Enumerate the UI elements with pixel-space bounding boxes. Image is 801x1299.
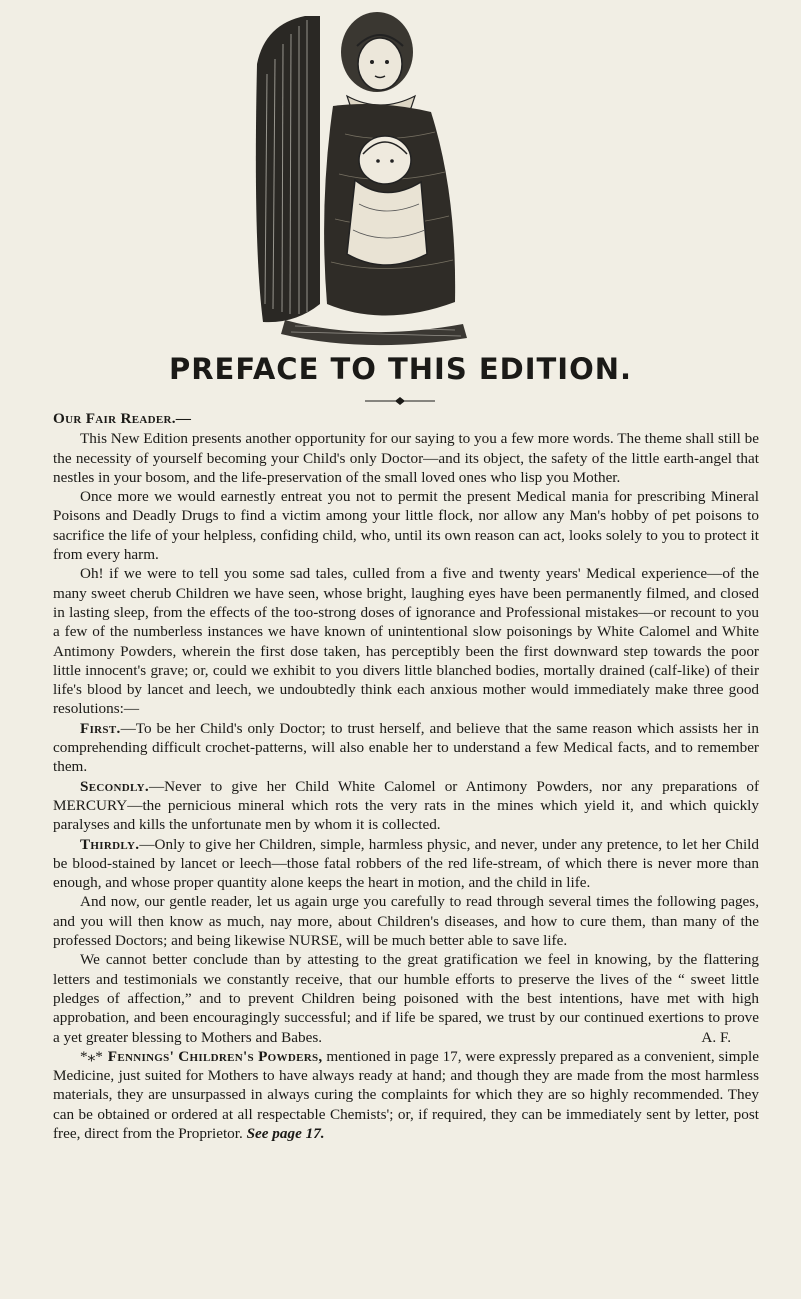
- footnote: [53, 1047, 759, 1143]
- footnote-text: mentioned in page 17, were expressly prepared as a convenient, simple Medicine, just suited for Mothers to have always ready at hand; and though they are made from the most harmless materials, they are unsurpassed in always curing the complaints for which they are so highly recommended. They can be obtained or ordered at all respectable Chemists'; or, if required, they can be immediately sent by letter, post free, direct from the Proprietor.: [53, 1047, 759, 1142]
- page-title: PREFACE TO THIS EDITION.: [168, 352, 633, 386]
- paragraph: Once more we would earnestly entreat you not to permit the present Medical mania for prescribing Mineral Poisons and Deadly Drugs to find a victim among your little flock, nor allow any Man's hobby of pet poisons to sacrifice the life of your helpless, confiding child, who, until its own reason can act, looks solely to you to protect it from every harm.: [53, 488, 759, 564]
- mother-and-child-engraving: [235, 4, 485, 356]
- resolution-text: —To be her Child's only Doctor; to trust herself, and believe that the same reason which assists her in comprehending difficult crochet-patterns, will also enable her to understand a few Medical facts, and to remember them.: [53, 719, 759, 776]
- divider-ornament: [365, 397, 435, 405]
- resolution-label: First.: [80, 719, 121, 737]
- resolution-label: Secondly.: [80, 777, 149, 795]
- preface-body: [53, 409, 759, 1143]
- signature: A. F.: [701, 1028, 731, 1046]
- resolution-text: —Only to give her Children, simple, harmless physic, and never, under any pretence, to let her Child be blood-stained by lancet or leech—those fatal robbers of the red life-stream, of which there is never more than enough, and whose proper quantity alone keeps the heart in motion, and the child in life.: [53, 835, 759, 892]
- resolution-text: —Never to give her Child White Calomel or Antimony Powders, nor any preparations of MERCURY—the pernicious mineral which rots the very rats in the mines which yield it, and which quickly paralyses and kills the unfortunate men by whom it is collected.: [53, 777, 759, 834]
- paragraph-with-signature: [53, 950, 759, 1046]
- resolution-third: [53, 835, 759, 893]
- paragraph: This New Edition presents another opportunity for our saying to you a few more words. The theme shall still be the necessity of yourself becoming your Child's only Doctor—and its object, the safety of the little earth-angel that nestles in your bosom, and the life-preservation of the small loved ones who lisp you Mother.: [53, 430, 759, 486]
- paragraph: Oh! if we were to tell you some sad tales, culled from a five and twenty years' Medical experience—of the many sweet cherub Children we have seen, whose bright, laughing eyes have been permanently filmed, and closed in lasting sleep, from the effects of the too-strong doses of ignorance and Professional mistakes—or recount to you a few of the numberless instances we have known of unintentional slow poisonings by White Calomel and White Antimony Powders, wherein the first dose taken, has perceptibly been the first downward step towards the poor little innocent's grave; or, could we exhibit to you divers little blanched bodies, mortally drained (calf-like) of their life's blood by lancet and leech, we undoubtedly think each anxious mother would immediately make three good resolutions:—: [53, 565, 759, 718]
- paragraph: And now, our gentle reader, let us again urge you carefully to read through several times the following pages, and you will then know as much, nay more, about Children's diseases, and how to cure them, than many of the professed Doctors; and being likewise NURSE, will be much better able to save life.: [53, 893, 759, 950]
- resolution-first: [53, 719, 759, 777]
- footnote-label: Fennings' Children's Powders,: [107, 1047, 323, 1065]
- paragraph-text: We cannot better conclude than by attesting to the great gratification we feel in knowing, by the flattering letters and testimonials we constantly receive, that our humble efforts to preserve the lives of the “ sweet little pledges of affection,” and to prevent Children being poisoned with the best intentions, have met with high approbation, and been encouragingly successful; and if life be spared, we trust by our continued exertions to prove a yet greater blessing to Mothers and Babes.: [53, 951, 759, 1046]
- footnote-reference: See page 17.: [246, 1124, 325, 1142]
- resolution-label: Thirdly.: [80, 835, 140, 853]
- footnote-mark: *⁎*: [80, 1047, 103, 1065]
- salutation: Our Fair Reader.—: [53, 410, 192, 427]
- resolution-second: [53, 777, 759, 835]
